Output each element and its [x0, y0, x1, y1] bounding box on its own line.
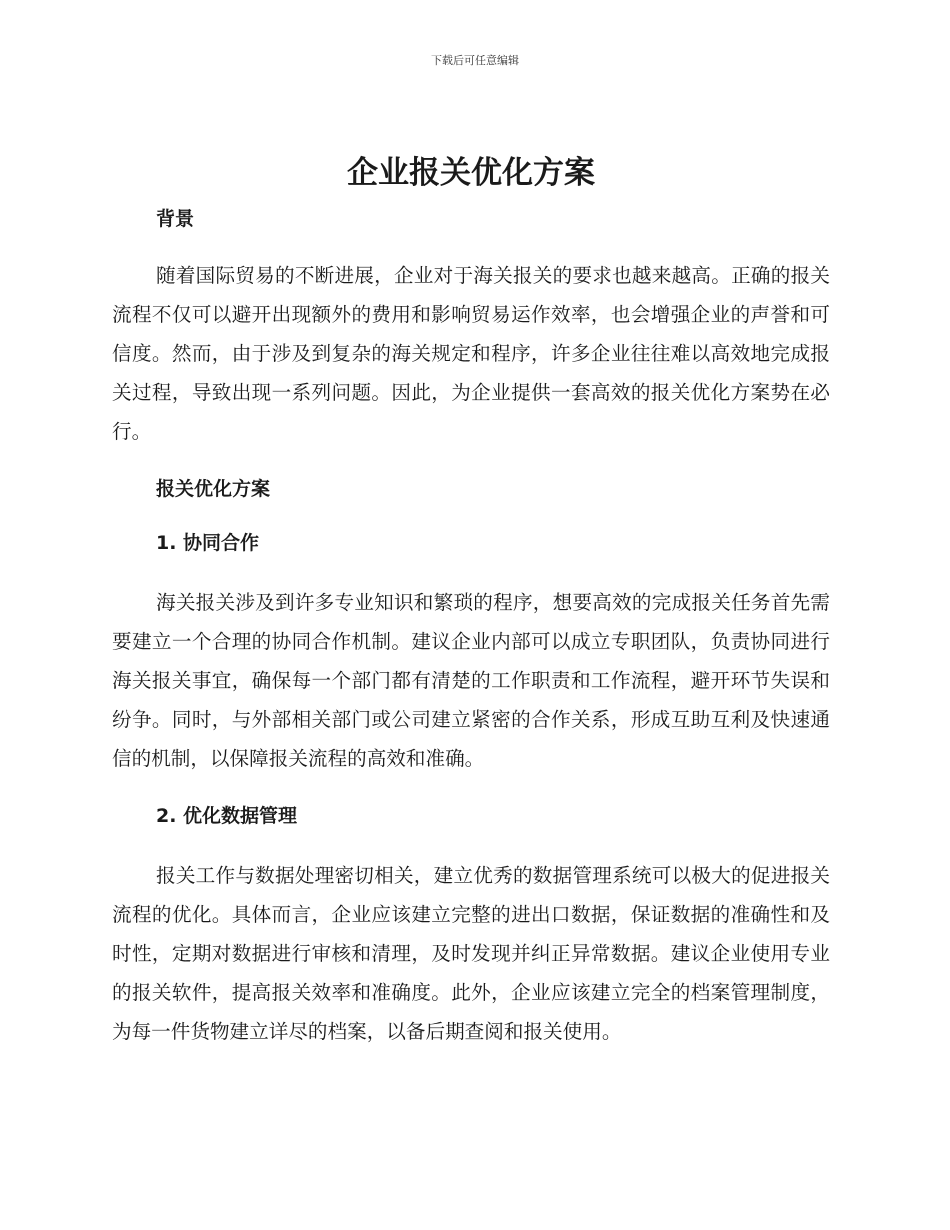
- paragraph-collaboration: 海关报关涉及到许多专业知识和繁琐的程序，想要高效的完成报关任务首先需要建立一个合理的协同合作机制。建议企业内部可以成立专职团队，负责协同进行海关报关事宜，确保每一个部门都有清楚的工作职责和工作流程，避开环节失误和纷争。同时，与外部相关部门或公司建立紧密的合作关系，形成互助互利及快速通信的机制，以保障报关流程的高效和准确。: [112, 591, 830, 770]
- paragraph-data-management: 报关工作与数据处理密切相关，建立优秀的数据管理系统可以极大的促进报关流程的优化。具体而言，企业应该建立完整的进出口数据，保证数据的准确性和及时性，定期对数据进行审核和清理，及时发现并纠正异常数据。建议企业使用专业的报关软件，提高报关效率和准确度。此外，企业应该建立完全的档案管理制度，为每一件货物建立详尽的档案，以备后期查阅和报关使用。: [112, 864, 830, 1043]
- page-header-note: 下载后可任意编辑: [431, 54, 519, 67]
- subsection-heading-collaboration: 1. 协同合作: [156, 532, 260, 554]
- paragraph-background: 随着国际贸易的不断进展，企业对于海关报关的要求也越来越高。正确的报关流程不仅可以避开出现额外的费用和影响贸易运作效率，也会增强企业的声誉和可信度。然而，由于涉及到复杂的海关规定和程序，许多企业往往难以高效地完成报关过程，导致出现一系列问题。因此，为企业提供一套高效的报关优化方案势在必行。: [112, 264, 830, 443]
- document-title: 企业报关优化方案: [347, 155, 595, 191]
- section-heading-background: 背景: [156, 208, 195, 230]
- section-heading-plan: 报关优化方案: [156, 478, 271, 500]
- document-body: [112, 148, 830, 1051]
- subsection-heading-data-management: 2. 优化数据管理: [156, 805, 298, 827]
